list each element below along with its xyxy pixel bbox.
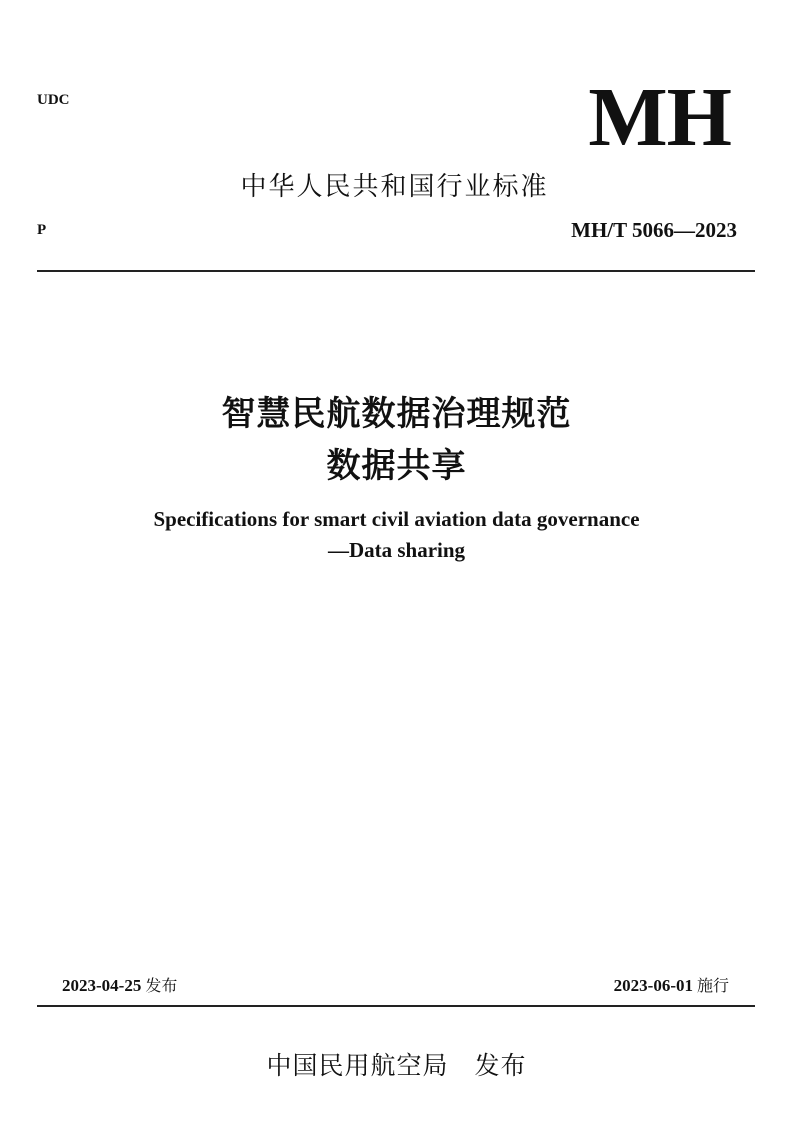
- publisher-action: 发布: [474, 1051, 527, 1080]
- title-cn-line2: 数据共享: [326, 446, 467, 486]
- classification-code: P: [37, 222, 47, 238]
- publisher-name: 中国民用航空局: [266, 1051, 449, 1080]
- standard-number: MH/T 5066—2023: [571, 218, 737, 242]
- publisher-line: [0, 1046, 793, 1082]
- title-en-line2: —Data sharing: [327, 538, 466, 562]
- title-en-line1: Specifications for smart civil aviation data governance: [153, 507, 640, 531]
- mh-logo: MH: [588, 71, 731, 164]
- standard-type-heading: [0, 166, 793, 203]
- top-divider: [37, 270, 755, 272]
- issue-date-block: [62, 973, 177, 996]
- udc-label: UDC: [37, 92, 70, 108]
- issue-label: 发布: [145, 976, 178, 995]
- bottom-divider: [37, 1005, 755, 1007]
- issue-date: 2023-04-25: [62, 976, 142, 995]
- implementation-date: 2023-06-01: [613, 976, 693, 995]
- title-cn-line1: 智慧民航数据治理规范: [221, 394, 572, 434]
- standard-type-text: 中华人民共和国行业标准: [240, 172, 549, 202]
- implementation-date-block: [614, 973, 729, 996]
- implementation-label: 施行: [696, 976, 729, 995]
